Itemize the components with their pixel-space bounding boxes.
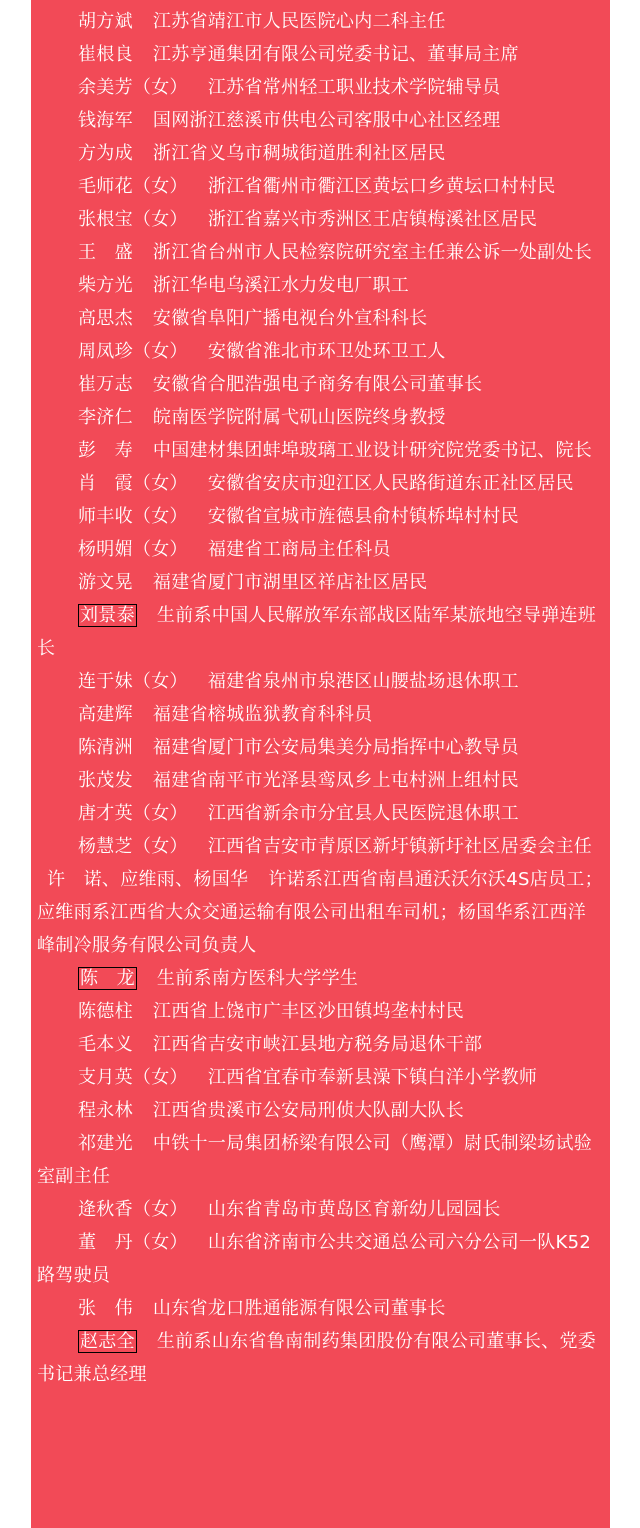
list-item [37,467,603,500]
honoree-name: 唐才英（女） [78,803,188,824]
honoree-description: 江西省新余市分宜县人民医院退休职工 [207,803,519,824]
list-item [37,302,603,335]
honoree-description: 福建省榕城监狱教育科科员 [152,704,373,725]
list-item [37,962,603,995]
list-item [37,599,603,665]
honoree-description: 安徽省淮北市环卫处环卫工人 [207,341,446,362]
honoree-name: 肖 霞（女） [78,473,188,494]
list-item [37,698,603,731]
honoree-description: 安徽省阜阳广播电视台外宣科科长 [152,308,428,329]
honoree-name: 游文晃 [78,572,133,593]
honoree-description: 安徽省安庆市迎江区人民路街道东正社区居民 [207,473,574,494]
honoree-name: 方为成 [78,143,133,164]
honoree-name: 柴方光 [78,275,133,296]
list-item [37,1127,603,1193]
honoree-description: 中铁十一局集团桥梁有限公司（鹰潭）尉氏制梁场试验室副主任 [37,1133,593,1187]
list-item [37,1193,603,1226]
honoree-name: 杨明媚（女） [78,539,188,560]
list-item [37,236,603,269]
honoree-name: 彭 寿 [78,440,133,461]
honoree-name: 崔根良 [78,44,133,65]
list-item [37,401,603,434]
list-item [37,533,603,566]
honoree-description: 安徽省宣城市旌德县俞村镇桥埠村村民 [207,506,519,527]
honoree-description: 浙江华电乌溪江水力发电厂职工 [152,275,410,296]
list-item [37,137,603,170]
honoree-name: 高建辉 [78,704,133,725]
honoree-name: 胡方斌 [78,11,133,32]
list-item [37,1094,603,1127]
list-item [37,863,603,962]
list-item [37,269,603,302]
honoree-description: 福建省厦门市湖里区祥店社区居民 [152,572,428,593]
list-item [37,335,603,368]
list-item [37,5,603,38]
honoree-name: 连于妹（女） [78,671,188,692]
honoree-description: 中国建材集团蚌埠玻璃工业设计研究院党委书记、院长 [152,440,593,461]
list-item [37,1061,603,1094]
honoree-description: 福建省南平市光泽县鸾凤乡上屯村洲上组村民 [152,770,519,791]
honoree-description: 山东省龙口胜通能源有限公司董事长 [152,1298,446,1319]
honoree-name: 师丰收（女） [78,506,188,527]
honoree-description: 江苏省靖江市人民医院心内二科主任 [152,11,446,32]
honoree-name: 张 伟 [78,1298,133,1319]
honoree-name: 周凤珍（女） [78,341,188,362]
honoree-description: 国网浙江慈溪市供电公司客服中心社区经理 [152,110,501,131]
list-item [37,500,603,533]
honoree-name: 陈清洲 [78,737,133,758]
honoree-description: 生前系中国人民解放军东部战区陆军某旅地空导弹连班长 [37,605,597,659]
list-item [37,203,603,236]
honoree-description: 山东省青岛市黄岛区育新幼儿园园长 [207,1199,501,1220]
list-item [37,731,603,764]
honoree-description: 江苏亨通集团有限公司党委书记、董事局主席 [152,44,519,65]
honoree-name: 余美芳（女） [78,77,188,98]
honoree-name: 王 盛 [78,242,133,263]
list-item [37,170,603,203]
honoree-description: 浙江省衢州市衢江区黄坛口乡黄坛口村村民 [207,176,556,197]
honoree-description: 浙江省嘉兴市秀洲区王店镇梅溪社区居民 [207,209,538,230]
honoree-description: 江西省上饶市广丰区沙田镇坞垄村村民 [152,1001,465,1022]
honoree-name: 钱海军 [78,110,133,131]
list-item [37,104,603,137]
honoree-description: 江苏省常州轻工职业技术学院辅导员 [207,77,501,98]
honoree-description: 福建省工商局主任科员 [207,539,391,560]
honoree-description: 福建省泉州市泉港区山腰盐场退休职工 [207,671,519,692]
honoree-name: 张茂发 [78,770,133,791]
honoree-description: 皖南医学院附属弋矶山医院终身教授 [152,407,446,428]
list-item [37,71,603,104]
list-item [37,665,603,698]
list-item [37,1028,603,1061]
list-item [37,1292,603,1325]
honoree-name: 高思杰 [78,308,133,329]
honoree-name: 毛师花（女） [78,176,188,197]
honoree-name: 陈德柱 [78,1001,133,1022]
honoree-description: 浙江省台州市人民检察院研究室主任兼公诉一处副处长 [152,242,593,263]
honoree-description: 安徽省合肥浩强电子商务有限公司董事长 [152,374,483,395]
honoree-name: 毛本义 [78,1034,133,1055]
honoree-description: 江西省吉安市峡江县地方税务局退休干部 [152,1034,483,1055]
honoree-name: 杨慧芝（女） [78,836,188,857]
honoree-description: 江西省宜春市奉新县澡下镇白洋小学教师 [207,1067,538,1088]
honoree-name: 许 诺、应维雨、杨国华 [47,869,249,890]
honoree-name: 逄秋香（女） [78,1199,188,1220]
honoree-description: 山东省济南市公共交通总公司六分公司一队K52路驾驶员 [37,1232,592,1286]
list-item [37,38,603,71]
honoree-description: 生前系山东省鲁南制药集团股份有限公司董事长、党委书记兼总经理 [37,1331,597,1385]
honoree-description: 浙江省义乌市稠城街道胜利社区居民 [152,143,446,164]
honoree-name: 刘景泰 [80,605,135,626]
honoree-name: 崔万志 [78,374,133,395]
honoree-name: 支月英（女） [78,1067,188,1088]
honoree-name: 程永林 [78,1100,133,1121]
honoree-description: 江西省吉安市青原区新圩镇新圩社区居委会主任 [207,836,593,857]
list-item [37,830,603,863]
honoree-name: 李济仁 [78,407,133,428]
honoree-name: 张根宝（女） [78,209,188,230]
honoree-description: 许诺系江西省南昌通沃沃尔沃4S店员工；应维雨系江西省大众交通运输有限公司出租车司机；杨国华系江西洋峰制冷服务有限公司负责人 [37,869,603,956]
honoree-name: 赵志全 [80,1331,135,1352]
list-item [37,995,603,1028]
honoree-name: 董 丹（女） [78,1232,188,1253]
honoree-name: 祁建光 [78,1133,133,1154]
list-item [37,1226,603,1292]
honoree-description: 福建省厦门市公安局集美分局指挥中心教导员 [152,737,519,758]
honoree-description: 生前系南方医科大学学生 [156,968,359,989]
list-item [37,368,603,401]
list-item [37,434,603,467]
list-item [37,1325,603,1391]
list-item [37,566,603,599]
list-item [37,797,603,830]
honoree-list-panel [31,0,610,1528]
honoree-description: 江西省贵溪市公安局刑侦大队副大队长 [152,1100,465,1121]
honoree-name: 陈 龙 [80,968,135,989]
list-item [37,764,603,797]
honoree-list [37,5,603,1391]
